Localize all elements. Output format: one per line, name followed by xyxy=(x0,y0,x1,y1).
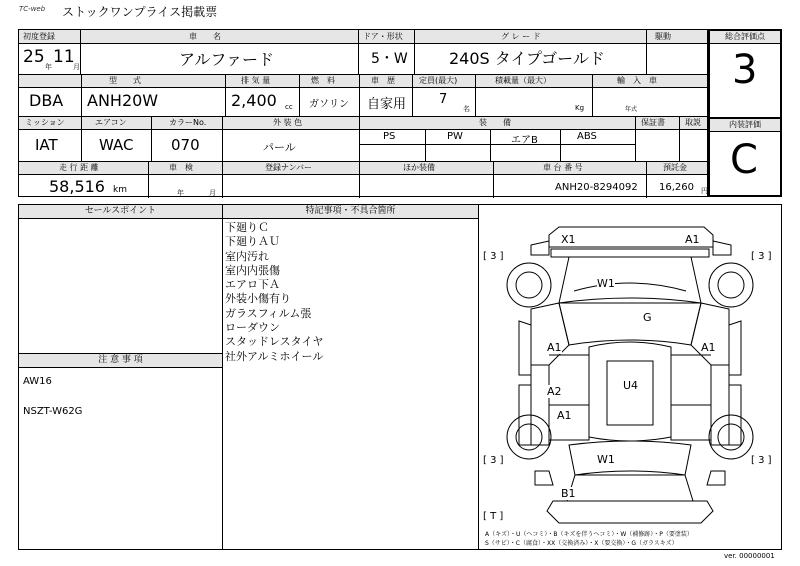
equip-abs: ABS xyxy=(577,131,597,142)
price: 16,260 xyxy=(659,182,694,193)
label-car-name: 車 名 xyxy=(189,32,221,41)
equip-pw: PW xyxy=(447,131,463,142)
score-panel xyxy=(708,29,782,197)
note-item: エアロ下Ａ xyxy=(225,278,280,292)
equip-ps: PS xyxy=(383,131,396,142)
aircon: WAC xyxy=(99,136,134,154)
damage-mark: A1 xyxy=(557,409,572,422)
overall-score: 3 xyxy=(732,47,758,93)
bracket-trunk: [ T ] xyxy=(483,511,504,522)
label-ext-color: 外 装 色 xyxy=(273,118,303,127)
displacement-unit: cc xyxy=(285,103,293,111)
insp-year: 年 xyxy=(177,189,184,197)
model: ANH20W xyxy=(87,91,159,110)
bracket-rear-left: [ 3 ] xyxy=(483,455,504,466)
overall-score-label: 総合評価点 xyxy=(710,31,780,43)
label-capacity: 定員(最大) xyxy=(419,76,458,85)
note-item: 社外アルミホイール xyxy=(225,349,324,363)
note-item: スタッドレスタイヤ xyxy=(225,335,324,349)
color-no: 070 xyxy=(171,136,200,154)
note-item: 下廻りＣ xyxy=(225,221,269,234)
capacity: 7 xyxy=(439,92,448,107)
grade: 240S タイプゴールド xyxy=(449,49,605,68)
mission: IAT xyxy=(35,136,58,154)
damage-mark: B1 xyxy=(561,487,576,500)
legend-line-1: A（キズ）・U（ヘコミ）・B（キズを伴うヘコミ）・W（補修跡）・P（要塗装） xyxy=(485,531,693,538)
import-unit: 年式 xyxy=(625,106,638,113)
legend-line-2: S（サビ）・C（腐食）・XX（交換済み）・X（要交換）・G（ガラスキズ） xyxy=(485,540,678,547)
ext-color: パール xyxy=(263,141,296,154)
vehicle-use: 自家用 xyxy=(367,97,407,112)
fuel: ガソリン xyxy=(309,99,349,110)
version-label: ver. 00000001 xyxy=(724,552,775,560)
note-item: 室内内張傷 xyxy=(225,263,280,277)
car-name: アルファード xyxy=(179,50,275,69)
note-item: 室内汚れ xyxy=(225,249,269,263)
label-model-type: 型 式 xyxy=(109,76,141,85)
bracket-front-left: [ 3 ] xyxy=(483,251,504,262)
notes-list xyxy=(225,221,323,364)
label-mileage: 走 行 距 離 xyxy=(59,163,99,172)
label-inspection: 車 検 xyxy=(169,163,193,172)
label-doors: ドア・形状 xyxy=(363,32,403,41)
page-title: ストックワンプライス掲載票 xyxy=(62,5,218,19)
label-warranty: 保証書 xyxy=(641,118,665,127)
damage-mark: A1 xyxy=(701,341,716,354)
label-plate: 登録ナンバー xyxy=(265,163,313,172)
label-manual: 取説 xyxy=(685,118,701,127)
label-load: 積載量（最大） xyxy=(495,76,551,85)
displacement: 2,400 xyxy=(231,91,277,110)
damage-mark: W1 xyxy=(597,277,615,290)
chassis-number: ANH20-8294092 xyxy=(555,182,638,193)
label-import: 輸 入 車 xyxy=(617,76,657,85)
label-equipment: 装 備 xyxy=(479,118,511,127)
damage-mark: U4 xyxy=(623,379,639,392)
capacity-unit: 名 xyxy=(463,105,470,113)
damage-mark: A1 xyxy=(547,341,562,354)
label-mission: ミッション xyxy=(25,118,65,127)
damage-mark: G xyxy=(643,311,652,324)
model-prefix: DBA xyxy=(29,91,64,110)
label-color-no: カラーNo. xyxy=(169,118,207,127)
caution-panel xyxy=(18,353,223,550)
label-price: 預託金 xyxy=(663,163,687,172)
sales-point-panel xyxy=(18,204,223,354)
reg-month: 11 xyxy=(53,47,75,67)
bracket-front-right: [ 3 ] xyxy=(751,251,772,262)
logo: TC-web xyxy=(19,5,46,13)
caution-label: 注 意 事 項 xyxy=(19,354,222,367)
price-unit: 円 xyxy=(701,187,708,195)
label-fuel: 燃 料 xyxy=(311,76,335,85)
caution-item-2: NSZT-W62G xyxy=(23,406,83,417)
label-drive: 駆動 xyxy=(655,32,671,41)
reg-year: 25 xyxy=(23,47,45,67)
interior-score-label: 内装評価 xyxy=(710,119,780,131)
damage-mark: A1 xyxy=(685,233,700,246)
row4-header xyxy=(19,161,707,174)
damage-mark: X1 xyxy=(561,233,576,246)
interior-score: C xyxy=(730,137,758,183)
label-aircon: エアコン xyxy=(95,118,127,127)
note-item: ガラスフィルム張 xyxy=(225,306,312,320)
label-grade: グ レ ー ド xyxy=(501,32,541,41)
notes-label: 特記事項・不具合箇所 xyxy=(223,205,478,218)
label-vehicle-use: 車 歴 xyxy=(371,76,395,85)
caution-item-1: AW16 xyxy=(23,376,52,387)
load-unit: Kg xyxy=(575,104,585,112)
reg-year-unit: 年 xyxy=(45,63,52,71)
note-item: ローダウン xyxy=(225,321,280,335)
label-chassis: 車 台 番 号 xyxy=(543,163,583,172)
note-item: 外装小傷有り xyxy=(225,292,291,306)
label-displacement: 排 気 量 xyxy=(241,76,271,85)
label-first-reg: 初度登録 xyxy=(23,32,55,41)
vehicle-info-table xyxy=(18,29,708,197)
damage-mark: W1 xyxy=(597,453,615,466)
doors: 5・W xyxy=(371,51,408,67)
sales-point-label: セールスポイント xyxy=(19,205,222,218)
mileage-unit: km xyxy=(113,185,127,195)
car-diagram-panel xyxy=(478,204,782,550)
reg-month-unit: 月 xyxy=(73,63,80,71)
bracket-rear-right: [ 3 ] xyxy=(751,455,772,466)
insp-month: 月 xyxy=(209,189,216,197)
label-other-equip: ほか装備 xyxy=(403,163,435,172)
notes-panel xyxy=(222,204,479,550)
car-body-diagram xyxy=(479,205,781,549)
mileage: 58,516 xyxy=(49,177,105,196)
note-item: 下廻りＡＵ xyxy=(225,235,280,249)
equip-airbag: エアB xyxy=(511,135,538,146)
damage-mark: A2 xyxy=(547,385,562,398)
